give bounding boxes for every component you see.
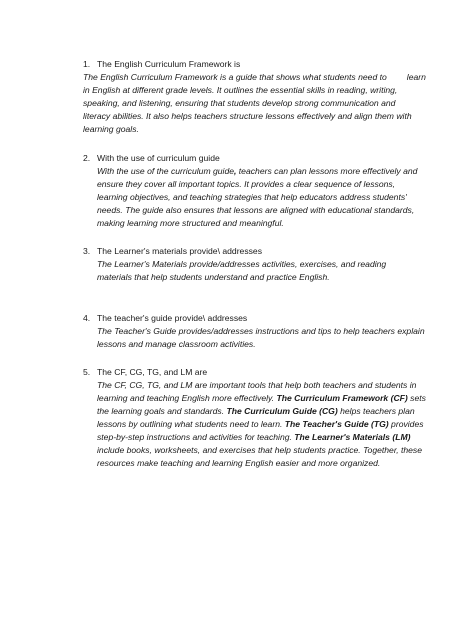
body-line: needs. The guide also ensures that lessons are aligned with educational standards, — [97, 205, 415, 215]
body-line — [97, 392, 428, 405]
item-number: 5. — [83, 367, 91, 377]
term-tg: The Teacher's Guide (TG) — [284, 419, 389, 429]
body-line: learning goals. — [83, 124, 139, 134]
item-body — [97, 258, 428, 284]
list-item — [83, 152, 428, 230]
item-number: 2. — [83, 153, 91, 163]
body-line: The Learner's Materials provide/addresses activities, exercises, and reading — [97, 259, 387, 269]
item-heading — [83, 366, 428, 379]
term-cg: The Curriculum Guide (CG) — [226, 406, 338, 416]
body-line — [83, 71, 428, 84]
item-heading-text: The CF, CG, TG, and LM are — [97, 367, 208, 377]
body-text: the learning goals and standards. — [97, 406, 227, 416]
item-heading — [83, 312, 428, 325]
body-text: sets — [407, 393, 426, 403]
item-number: 1. — [83, 59, 91, 69]
item-body — [97, 379, 428, 470]
list-item — [83, 366, 428, 470]
body-text: With the use of the curriculum guide — [97, 166, 235, 176]
body-text: provides — [388, 419, 424, 429]
body-line: making learning more structured and meaningful. — [97, 218, 284, 228]
item-body — [97, 325, 428, 351]
item-body — [83, 71, 428, 136]
body-text: , — [234, 166, 237, 176]
body-line — [97, 431, 428, 444]
body-line: resources make teaching and learning English easier and more organized. — [97, 458, 381, 468]
body-line: learning objectives, and teaching strategies that help educators address students' — [97, 192, 407, 202]
body-line: speaking, and listening, ensuring that students develop strong communication and — [83, 98, 396, 108]
item-number: 3. — [83, 246, 91, 256]
body-line: The Teacher's Guide provides/addresses instructions and tips to help teachers explain — [97, 326, 425, 336]
body-line: include books, worksheets, and exercises that help students practice. Together, these — [97, 445, 423, 455]
item-number: 4. — [83, 313, 91, 323]
body-line: materials that help students understand and practice English. — [97, 272, 330, 282]
body-text: helps teachers plan — [337, 406, 415, 416]
body-line: lessons and manage classroom activities. — [97, 339, 256, 349]
item-heading-text: The Learner's materials provide\ addresses — [97, 246, 263, 256]
body-text: learn — [406, 72, 426, 82]
body-text: step-by-step instructions and activities for teaching. — [97, 432, 295, 442]
body-text: teachers can plan lessons more effectively and — [236, 166, 418, 176]
item-heading-text: The English Curriculum Framework is — [97, 59, 241, 69]
term-cf: The Curriculum Framework (CF) — [276, 393, 408, 403]
body-text: lessons by outlining what students need to learn. — [97, 419, 285, 429]
body-line — [97, 165, 428, 178]
body-line — [97, 418, 428, 431]
item-body — [97, 165, 428, 230]
list-item — [83, 58, 428, 136]
body-line — [97, 405, 428, 418]
body-line: in English at different grade levels. It outlines the essential skills in reading, writing, — [83, 85, 398, 95]
list-item — [83, 245, 428, 284]
term-lm: The Learner's Materials (LM) — [294, 432, 411, 442]
list-item — [83, 312, 428, 351]
item-heading — [83, 245, 428, 258]
body-text: learning and teaching English more effectively. — [97, 393, 277, 403]
item-heading — [83, 58, 428, 71]
body-line: ensure they cover all important topics. It provides a clear sequence of lessons, — [97, 179, 396, 189]
item-heading-text: The teacher's guide provide\ addresses — [97, 313, 248, 323]
body-line: The CF, CG, TG, and LM are important tools that help both teachers and students in — [97, 380, 417, 390]
item-heading-text: With the use of curriculum guide — [97, 153, 220, 163]
body-text: The English Curriculum Framework is a guide that shows what students need to — [83, 72, 387, 82]
item-heading — [83, 152, 428, 165]
body-line: literacy abilities. It also helps teachers structure lessons effectively and align them with — [83, 111, 412, 121]
